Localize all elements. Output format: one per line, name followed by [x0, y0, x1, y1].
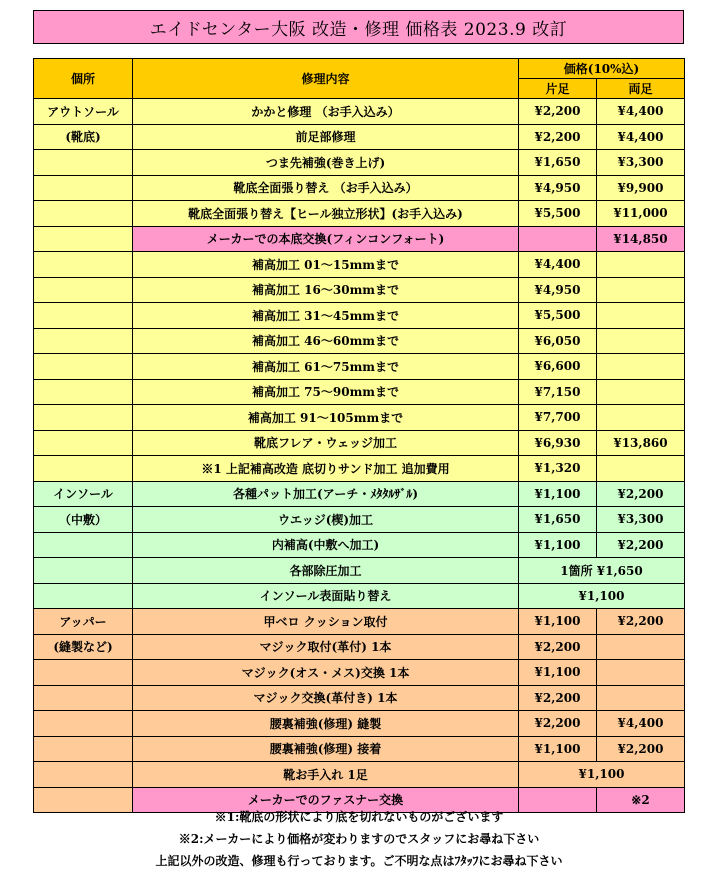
row-work: 補高加工 31〜45mmまで: [133, 303, 519, 329]
row-two-price: ¥13,860: [597, 430, 685, 456]
row-one-price: ¥7,700: [519, 405, 597, 431]
footnote-2: ※2:メーカーにより価格が変わりますのでスタッフにお尋ね下さい: [178, 832, 540, 846]
row-combined-price: ¥1,100: [519, 762, 685, 788]
row-one-price: ¥4,950: [519, 175, 597, 201]
table-row: [34, 558, 685, 584]
row-two-price: [597, 354, 685, 380]
row-place: [34, 532, 133, 558]
row-two-price: ¥2,200: [597, 481, 685, 507]
row-one-price: ¥2,200: [519, 124, 597, 150]
table-row: [34, 303, 685, 329]
row-work: 甲ベロ クッション取付: [133, 609, 519, 635]
row-one-price: ¥2,200: [519, 99, 597, 125]
row-two-price: [597, 456, 685, 482]
row-work: メーカーでのファスナー交換: [133, 787, 519, 813]
row-one-price: ¥1,100: [519, 532, 597, 558]
row-one-price: ¥1,650: [519, 507, 597, 533]
row-one-price: ¥1,650: [519, 150, 597, 176]
table-row: [34, 379, 685, 405]
row-two-price: ¥2,200: [597, 532, 685, 558]
row-place: (縫製など): [34, 634, 133, 660]
table-row: [34, 685, 685, 711]
row-one-price: ¥1,100: [519, 736, 597, 762]
row-work: 各種パット加工(アーチ・ﾒﾀﾀﾙｻﾞﾙ): [133, 481, 519, 507]
row-place: [34, 379, 133, 405]
row-work: 靴底フレア・ウェッジ加工: [133, 430, 519, 456]
row-one-price: ¥1,100: [519, 609, 597, 635]
page-title: エイドセンター大阪 改造・修理 価格表 2023.9 改訂: [33, 10, 684, 44]
row-place: （中敷）: [34, 507, 133, 533]
row-place: [34, 711, 133, 737]
row-one-price: ¥2,200: [519, 634, 597, 660]
row-place: [34, 456, 133, 482]
row-two-price: ¥3,300: [597, 150, 685, 176]
row-one-price: ¥2,200: [519, 711, 597, 737]
row-work: 補高加工 01〜15mmまで: [133, 252, 519, 278]
row-one-price: ¥2,200: [519, 685, 597, 711]
footnotes: [0, 806, 718, 872]
row-work: マジック(オス・メス)交換 1本: [133, 660, 519, 686]
row-two-price: [597, 660, 685, 686]
table-row: [34, 124, 685, 150]
row-work: ウエッジ(楔)加工: [133, 507, 519, 533]
row-place: [34, 736, 133, 762]
table-row: [34, 328, 685, 354]
table-row: [34, 175, 685, 201]
row-place: アウトソール: [34, 99, 133, 125]
row-place: [34, 583, 133, 609]
row-work: 靴底全面張り替え【ヒール独立形状】(お手入込み): [133, 201, 519, 227]
row-work: 前足部修理: [133, 124, 519, 150]
row-place: [34, 354, 133, 380]
table-row: [34, 150, 685, 176]
row-work: マジック交換(革付き) 1本: [133, 685, 519, 711]
row-combined-price: ¥1,100: [519, 583, 685, 609]
row-work: 腰裏補強(修理) 接着: [133, 736, 519, 762]
row-one-price: ¥6,600: [519, 354, 597, 380]
table-row: [34, 481, 685, 507]
header-price: 価格(10%込): [519, 59, 685, 79]
row-place: アッパー: [34, 609, 133, 635]
table-row: [34, 736, 685, 762]
table-row: [34, 252, 685, 278]
row-place: [34, 660, 133, 686]
row-work: 補高加工 61〜75mmまで: [133, 354, 519, 380]
footnote-1: ※1:靴底の形状により底を切れないものがございます: [214, 810, 504, 824]
table-row: [34, 226, 685, 252]
header-both-feet: 両足: [597, 79, 685, 99]
row-one-price: ¥5,500: [519, 303, 597, 329]
row-place: [34, 277, 133, 303]
row-work: 補高加工 91〜105mmまで: [133, 405, 519, 431]
row-one-price: ¥1,100: [519, 481, 597, 507]
header-place: 個所: [34, 59, 133, 99]
header-work: 修理内容: [133, 59, 519, 99]
row-place: インソール: [34, 481, 133, 507]
row-two-price: ¥11,000: [597, 201, 685, 227]
row-work: 靴底全面張り替え （お手入込み）: [133, 175, 519, 201]
row-two-price: [597, 379, 685, 405]
row-place: [34, 405, 133, 431]
table-row: [34, 201, 685, 227]
row-work: 補高加工 75〜90mmまで: [133, 379, 519, 405]
row-two-price: [597, 277, 685, 303]
footnote-3: 上記以外の改造、修理も行っております。ご不明な点はﾌﾀｯﾌにお尋ね下さい: [155, 854, 563, 868]
row-work: 靴お手入れ 1足: [133, 762, 519, 788]
row-one-price: ¥6,050: [519, 328, 597, 354]
row-place: [34, 201, 133, 227]
row-work: 補高加工 46〜60mmまで: [133, 328, 519, 354]
row-one-price: [519, 226, 597, 252]
row-work: インソール表面貼り替え: [133, 583, 519, 609]
row-place: [34, 150, 133, 176]
table-row: [34, 456, 685, 482]
table-row: [34, 277, 685, 303]
table-row: [34, 532, 685, 558]
row-work: かかと修理 （お手入込み）: [133, 99, 519, 125]
row-two-price: [597, 405, 685, 431]
table-row: [34, 762, 685, 788]
row-place: [34, 685, 133, 711]
table-row: [34, 609, 685, 635]
table-row: [34, 507, 685, 533]
row-two-price: ¥4,400: [597, 124, 685, 150]
row-place: [34, 430, 133, 456]
row-two-price: ¥2,200: [597, 736, 685, 762]
row-work: マジック取付(革付) 1本: [133, 634, 519, 660]
table-row: [34, 430, 685, 456]
row-two-price: ¥4,400: [597, 99, 685, 125]
table-row: [34, 354, 685, 380]
row-one-price: ¥4,950: [519, 277, 597, 303]
row-work: ※1 上記補高改造 底切りサンド加工 追加費用: [133, 456, 519, 482]
row-one-price: ¥1,320: [519, 456, 597, 482]
row-work: 内補高(中敷へ加工): [133, 532, 519, 558]
row-work: メーカーでの本底交換(フィンコンフォート): [133, 226, 519, 252]
row-work: 腰裏補強(修理) 縫製: [133, 711, 519, 737]
row-place: [34, 226, 133, 252]
table-row: [34, 99, 685, 125]
table-row: [34, 583, 685, 609]
table-row: [34, 711, 685, 737]
row-place: [34, 328, 133, 354]
row-work: 各部除圧加工: [133, 558, 519, 584]
row-one-price: ¥5,500: [519, 201, 597, 227]
row-one-price: ¥1,100: [519, 660, 597, 686]
row-two-price: ¥14,850: [597, 226, 685, 252]
row-place: (靴底): [34, 124, 133, 150]
price-table: [33, 58, 685, 813]
row-place: [34, 252, 133, 278]
row-two-price: ¥4,400: [597, 711, 685, 737]
row-combined-price: 1箇所 ¥1,650: [519, 558, 685, 584]
row-work: つま先補強(巻き上げ): [133, 150, 519, 176]
row-two-price: [597, 328, 685, 354]
row-two-price: ¥9,900: [597, 175, 685, 201]
table-row: [34, 634, 685, 660]
table-row: [34, 405, 685, 431]
row-place: [34, 558, 133, 584]
row-two-price: ¥3,300: [597, 507, 685, 533]
row-place: [34, 303, 133, 329]
row-place: [34, 762, 133, 788]
row-work: 補高加工 16〜30mmまで: [133, 277, 519, 303]
row-two-price: ※2: [597, 787, 685, 813]
row-one-price: ¥7,150: [519, 379, 597, 405]
row-one-price: ¥6,930: [519, 430, 597, 456]
row-two-price: [597, 303, 685, 329]
row-place: [34, 175, 133, 201]
row-two-price: ¥2,200: [597, 609, 685, 635]
header-one-foot: 片足: [519, 79, 597, 99]
row-two-price: [597, 252, 685, 278]
table-row: [34, 660, 685, 686]
row-two-price: [597, 634, 685, 660]
row-two-price: [597, 685, 685, 711]
row-one-price: ¥4,400: [519, 252, 597, 278]
